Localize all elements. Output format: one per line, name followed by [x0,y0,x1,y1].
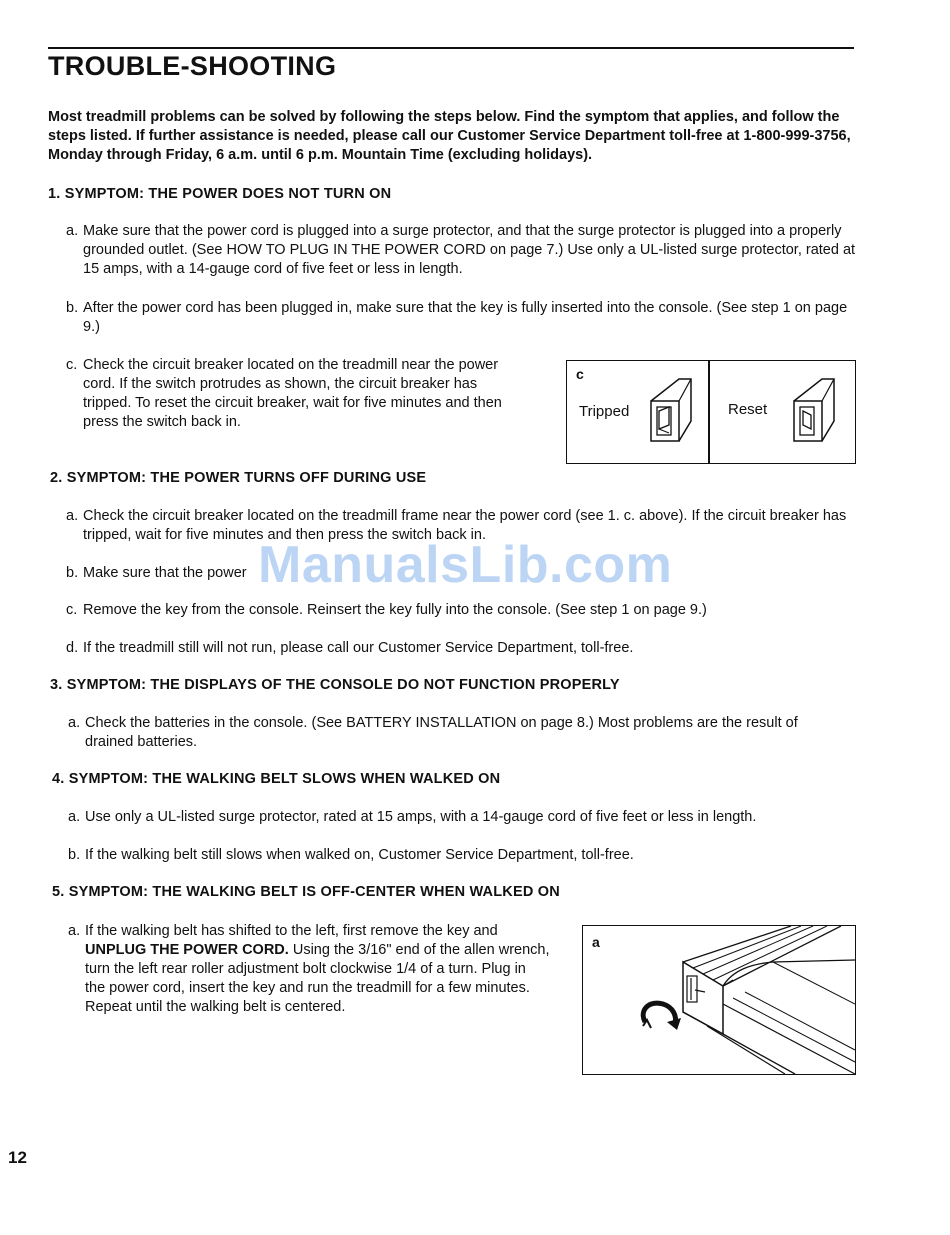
tripped-label: Tripped [579,403,630,420]
symptom-2-heading: 2. SYMPTOM: THE POWER TURNS OFF DURING USE [50,470,427,486]
step-label: a. [66,223,79,239]
step-label: a. [68,923,81,939]
symptom-3-step-a [68,714,848,752]
circuit-breaker-figure [566,360,856,464]
symptom-1-heading: 1. SYMPTOM: THE POWER DOES NOT TURN ON [48,186,392,202]
step-text: Check the circuit breaker located on the treadmill near the power cord. If the switch protrudes as shown, the circuit breaker has tripped. To reset the circuit breaker, wait for five minutes and then press the switch back in. [83,357,502,430]
page-number: 12 [8,1148,27,1167]
step-text: Remove the key from the console. Reinsert the key fully into the console. (See step 1 on page 9.) [83,602,707,618]
symptom-4-step-a [68,808,858,827]
symptom-1-step-b [66,299,856,337]
reset-label: Reset [728,401,768,418]
step-text: Use only a UL-listed surge protector, rated at 15 amps, with a 14-gauge cord of five feet or less in length. [85,809,757,825]
page-title: TROUBLE-SHOOTING [48,51,337,81]
symptom-5-step-a [68,922,550,1017]
intro-paragraph: Most treadmill problems can be solved by following the steps below. Find the symptom that applies, and follow the steps listed. If further assistance is needed, please call our Customer Service Department toll-free at 1-800-999-3756, Monday through Friday, 6 a.m. until 6 p.m. Mountain Time (excluding holidays). [48,109,851,163]
symptom-1-step-c [66,356,526,432]
figure-label: c [576,366,584,382]
reset-switch-icon [786,371,842,447]
step-text: Make sure that the power [83,565,247,581]
step-text: Check the batteries in the console. (See BATTERY INSTALLATION on page 8.) Most problems are the result of drained batteries. [85,715,798,750]
watermark: ManualsLib.com [258,536,673,594]
step-text: Make sure that the power cord is plugged into a surge protector, and that the surge protector is plugged into a properly grounded outlet. (See HOW TO PLUG IN THE POWER CORD on page 7.) Use only a UL-listed surge protector, rated at 15 amps, with a 14-gauge cord of five feet or less in length. [83,223,856,277]
symptom-4-step-b [68,846,858,865]
step-label: b. [66,565,79,581]
step-text: Check the circuit breaker located on the treadmill frame near the power cord (see 1. c. above). If the circuit breaker has tripped, wait for five minutes and then press the switch back in. [83,508,847,543]
symptom-4-heading: 4. SYMPTOM: THE WALKING BELT SLOWS WHEN WALKED ON [52,771,501,787]
step-text: If the walking belt still slows when walked on, Customer Service Department, toll-free. [85,847,634,863]
step-text [68,922,550,1017]
step-label: a. [66,508,79,524]
symptom-1-step-a [66,222,856,279]
step-text-after: Using the 3/16" end of the allen wrench, turn the left rear roller adjustment bolt clockwise 1/4 of a turn. Plug in the power cord, insert the key and run the treadmill for a few minutes. Repeat until the walking belt is centered. [85,942,550,1015]
symptom-5-heading: 5. SYMPTOM: THE WALKING BELT IS OFF-CENTER WHEN WALKED ON [52,884,560,900]
step-label: a. [68,715,81,731]
symptom-2-step-d [66,639,856,658]
figure-label: a [592,934,600,950]
step-label: d. [66,640,79,656]
tripped-switch-icon [643,371,699,447]
step-text: If the treadmill still will not run, please call our Customer Service Department, toll-free. [83,640,634,656]
unplug-warning: UNPLUG THE POWER CORD. [85,942,289,958]
roller-adjustment-illustration [583,926,855,1074]
figure-divider [708,361,710,463]
step-text-before: If the walking belt has shifted to the left, first remove the key and [85,923,498,939]
step-label: a. [68,809,81,825]
step-label: b. [66,300,79,316]
symptom-3-heading: 3. SYMPTOM: THE DISPLAYS OF THE CONSOLE DO NOT FUNCTION PROPERLY [50,677,620,693]
top-rule [48,47,854,49]
step-text: After the power cord has been plugged in, make sure that the key is fully inserted into the console. (See step 1 on page 9.) [83,300,848,335]
walking-belt-figure [582,925,856,1075]
step-label: c. [66,357,78,373]
rotation-arrow-icon [643,1003,681,1030]
step-label: b. [68,847,81,863]
step-label: c. [66,602,78,618]
symptom-2-step-c [66,601,856,620]
